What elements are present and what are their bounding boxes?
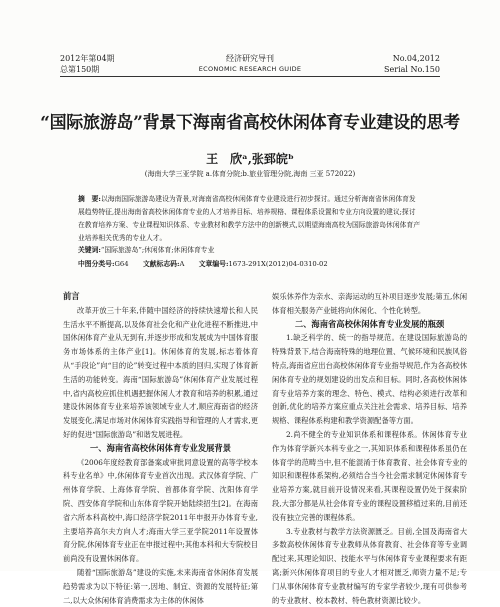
- preface-paragraph: 改革开放三十年来,伴随中国经济的持续快速增长和人民生活水平不断提高,以及体育社会化和产业化进程不断推进,中国休闲体育产业从无到有,并逐步形成和发展成为中国体育服务市场体系的主体产业[1]。休闲体育的发展,标志着体育从“手段论”向“目的论”转变过程中本质的回归,实现了体育新生活的功能转变。海南“国际旅游岛”休闲体育产业发展过程中,省内高校应抓住机遇把握休闲人才教育和培养的积累,通过建设休闲体育专业来培养该领域专业人才,顺应海南省的经济发展变化,满足市场对休闲体育实践指导和管理的人才需求,更好的促进“国际旅游岛”和谐发展进程。: [63, 305, 258, 439]
- right-column: [272, 290, 467, 607]
- article-title: “国际旅游岛”背景下海南省高校休闲体育专业建设的思考: [40, 113, 460, 133]
- preface-heading: 前言: [63, 291, 80, 301]
- author-affiliation: (海南大学三亚学院 a.体育分院;b.旅业管理分院,海南 三亚 572022): [144, 170, 356, 178]
- keywords-text: “国际旅游岛”;休闲体育;休闲体育专业: [100, 246, 215, 254]
- section-2-paragraph-3: 3.专业教材与教学方法资源匮乏。目前,全国及海南省大多数高校休闲体育专业教师从体育教育、社会体育等专业调配过来,其理论知识、技能水平与休闲体育专业课程要求有距离;新兴休闲体育项目的专业人才相对匮乏,师资力量不足;专门从事休闲体育专业教材编写的专家学者较少,现有可供参考的专业教材、校本教材、特色教材资源比较少。: [272, 526, 467, 605]
- header-rule: [60, 76, 440, 77]
- serial-number-en: Serial No.150: [384, 65, 440, 74]
- abstract-label: 摘 要:: [78, 195, 101, 203]
- doc-code-label: 文献标志码:: [142, 260, 180, 268]
- abstract-text: 以海南国际旅游岛建设为背景,对海南省高校休闲体育专业建设进行初步探讨。通过分析海南省休闲体育发展趋势特征,提出海南省高校休闲体育专业的人才培养目标、培养规格、课程体系设置和专业方向设置的建议;探讨在教育培养方案、专业课程知识体系、专业教材和教学方法中的创新模式,以期望海南高校为国际旅游岛休闲体育产业培养相关优秀的专业人才。: [78, 195, 421, 242]
- clc-label: 中图分类号:: [78, 260, 115, 268]
- doc-code-value: A: [179, 260, 185, 268]
- left-column: [63, 290, 258, 607]
- journal-name: [60, 53, 440, 75]
- classification-line: [78, 258, 440, 268]
- issue-number: 2012年第04期: [60, 54, 115, 63]
- section-2-heading: 二、海南省高校休闲体育专业发展的瓶颈: [294, 318, 445, 329]
- journal-name-en: ECONOMIC RESEARCH GUIDE: [198, 65, 302, 73]
- keywords-label: 关键词:: [78, 246, 101, 254]
- issue-info-right: [384, 53, 440, 75]
- section-2-paragraph-1: 1.缺乏科学的、统一的指导规范。在建设国际旅游岛的特殊背景下,结合海南特殊的地理位置、气候环境和民族风俗特点,海南省应出台高校休闲体育专业指导规范,作为各高校休闲体育专业的规划建设的出发点和目标。同时,各高校休闲体育专业培养方案的理念、特色、模式、结构必须进行改革和创新,优化的培养方案应重点关注社会需求、培养目标、培养规格、课程体系构建和教学资源配备等方面。: [272, 333, 467, 426]
- section-2-paragraph-2: 2.尚不健全的专业知识体系和课程体系。休闲体育专业作为体育学新兴本科专业之一,其知识体系和课程体系虽仍在体育学的范畴当中,但不能混淆于体育教育、社会体育专业的知识和课程体系架构,必须结合当今社会需求制定休闲体育专业培养方案,就目前开设情况来看,其课程设置仍处于探索阶段,大部分都是从社会体育专业的课程设置移植过来的,目前还没有独立完善的课程体系。: [272, 429, 467, 522]
- section-1-paragraph-2: 随着“国际旅游岛”建设的实施,未来海南省休闲体育发展趋势需求为以下特征:第一,因地、制宜、资源的发展特征;第二,以大众休闲体育消费需求为主体的休闲体: [63, 567, 258, 605]
- section-1-heading: 一、海南省高校休闲体育专业发展背景: [89, 442, 232, 453]
- continued-paragraph: 娱乐休养作为亲水、亲海运动的互补项目逐步发展;第五,休闲体育相关服务产业链将向休闲化、个性化转型。: [272, 292, 467, 315]
- issue-number-en: No.04,2012: [392, 54, 440, 63]
- article-authors: 王 欣ᵃ,张郅皖ᵇ: [206, 152, 294, 166]
- article-id-label: 文章编号:: [198, 260, 229, 268]
- serial-number: 总第150期: [60, 65, 100, 74]
- clc-value: G64: [114, 260, 129, 268]
- section-1-paragraph-1: 《2006年度经教育部备案或审批同意设置的高等学校本科专业名单》中,休闲体育专业首次出现。武汉体育学院、广州体育学院、上海体育学院、首都体育学院、沈阳体育学院、西安体育学院和山东体育学院开始陆续招生[2]。在海南省六所本科高校中,海口经济学院2011年申报开办体育专业,主要培养高尔夫方向人才;海南大学三亚学院2011年设置体育分院,休闲体育专业正在申报过程中;其他本科和大专院校目前尚没有设置休闲体育。: [63, 457, 258, 564]
- keywords: [78, 244, 422, 254]
- article-id-value: 1673-291X(2012)04-0310-02: [228, 260, 328, 268]
- journal-name-cn: 经济研究导刊: [226, 54, 274, 63]
- abstract: [78, 193, 422, 245]
